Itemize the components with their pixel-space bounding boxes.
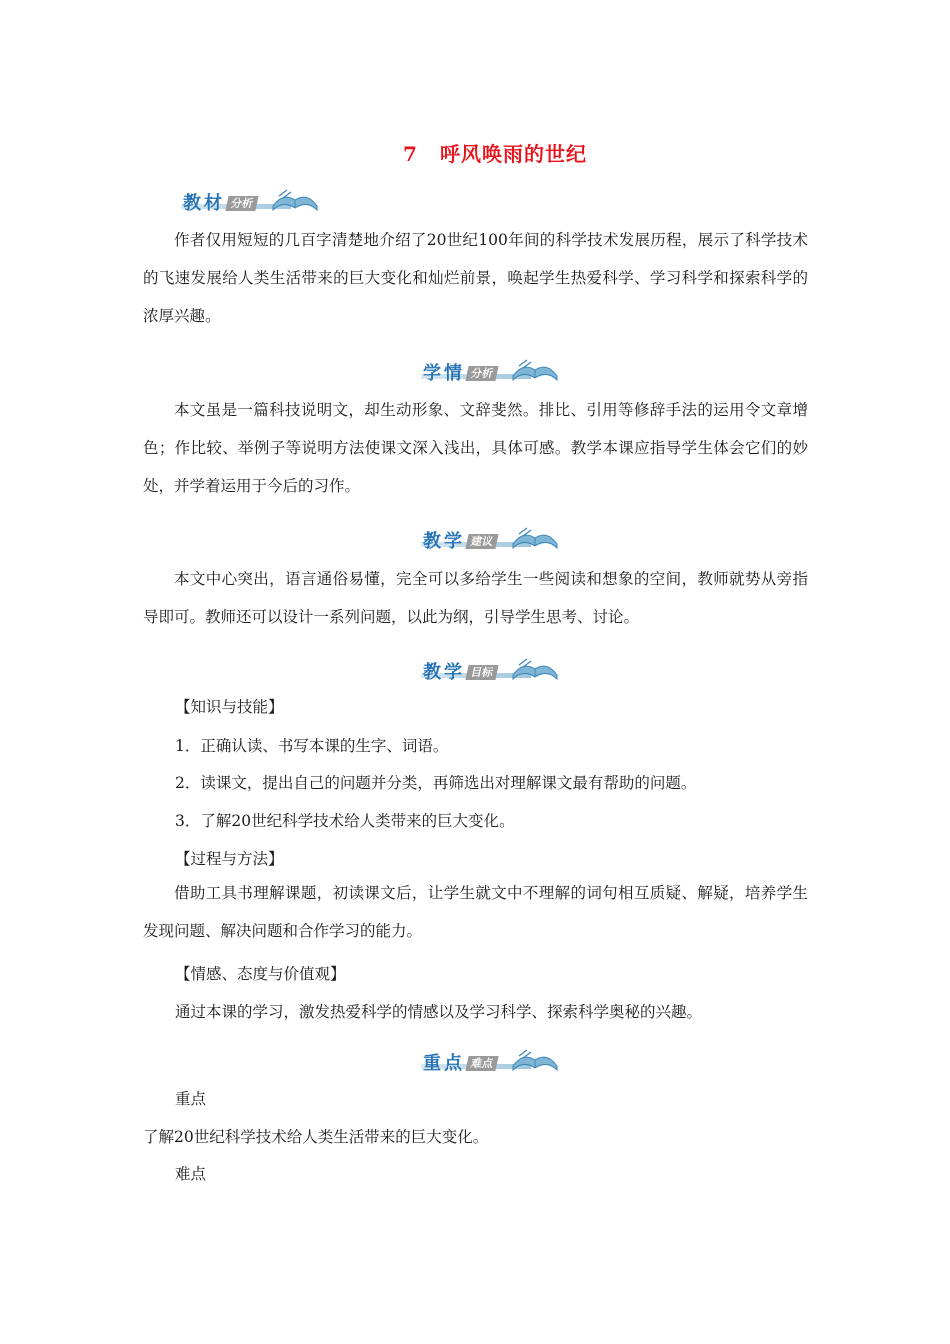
section-title: 学情 — [423, 363, 465, 384]
section-header-zhongdian — [421, 1046, 571, 1078]
section-tag: 分析 — [225, 196, 258, 211]
knowledge-heading: 【知识与技能】 — [175, 698, 284, 716]
goal-item: 2．读课文，提出自己的问题并分类，再筛选出对理解课文最有帮助的问题。 — [175, 774, 697, 792]
book-icon — [509, 356, 561, 386]
goal-item: 3．了解20世纪科学技术给人类带来的巨大变化。 — [175, 812, 515, 830]
section-title: 教学 — [423, 662, 465, 683]
section-tag: 建议 — [465, 534, 498, 549]
section-header-jianyi — [421, 524, 571, 556]
section-header-jiaocai — [181, 186, 331, 218]
section-header-xueqing — [421, 356, 571, 388]
section-tag: 目标 — [465, 665, 498, 680]
section-title: 教学 — [423, 531, 465, 552]
section-title: 重点 — [423, 1053, 465, 1074]
key-label: 重点 — [175, 1090, 207, 1108]
book-icon — [509, 524, 561, 554]
section-tag: 分析 — [465, 366, 498, 381]
lesson-title — [0, 138, 950, 167]
lesson-name: 呼风唤雨的世纪 — [439, 142, 587, 166]
book-icon — [509, 655, 561, 685]
key-text: 了解20世纪科学技术给人类生活带来的巨大变化。 — [143, 1128, 489, 1146]
section-header-mubiao — [421, 655, 571, 687]
difficult-label: 难点 — [175, 1165, 207, 1183]
section-title: 教材 — [183, 193, 225, 214]
process-heading: 【过程与方法】 — [175, 850, 284, 868]
section-tag: 难点 — [465, 1056, 498, 1071]
emotion-heading: 【情感、态度与价值观】 — [175, 965, 346, 983]
book-icon — [269, 186, 321, 216]
emotion-text: 通过本课的学习，激发热爱科学的情感以及学习科学、探索科学奥秘的兴趣。 — [175, 1003, 703, 1021]
paragraph-xueqing: 本文虽是一篇科技说明文，却生动形象、文辞斐然。排比、引用等修辞手法的运用令文章增色；作比较、举例子等说明方法使课文深入浅出，具体可感。教学本课应指导学生体会它们的妙处，并学着运用于今后的习作。 — [143, 401, 808, 495]
paragraph-jianyi: 本文中心突出，语言通俗易懂，完全可以多给学生一些阅读和想象的空间，教师就势从旁指导即可。教师还可以设计一系列问题，以此为纲，引导学生思考、讨论。 — [143, 570, 808, 626]
goal-item: 1．正确认读、书写本课的生字、词语。 — [175, 737, 449, 755]
lesson-number: 7 — [403, 142, 418, 166]
book-icon — [509, 1046, 561, 1076]
paragraph-jiaocai: 作者仅用短短的几百字清楚地介绍了20世纪100年间的科学技术发展历程，展示了科学技术的飞速发展给人类生活带来的巨大变化和灿烂前景，唤起学生热爱科学、学习科学和探索科学的浓厚兴趣。 — [143, 231, 808, 325]
paragraph-method: 借助工具书理解课题，初读课文后，让学生就文中不理解的词句相互质疑、解疑，培养学生发现问题、解决问题和合作学习的能力。 — [143, 884, 808, 940]
